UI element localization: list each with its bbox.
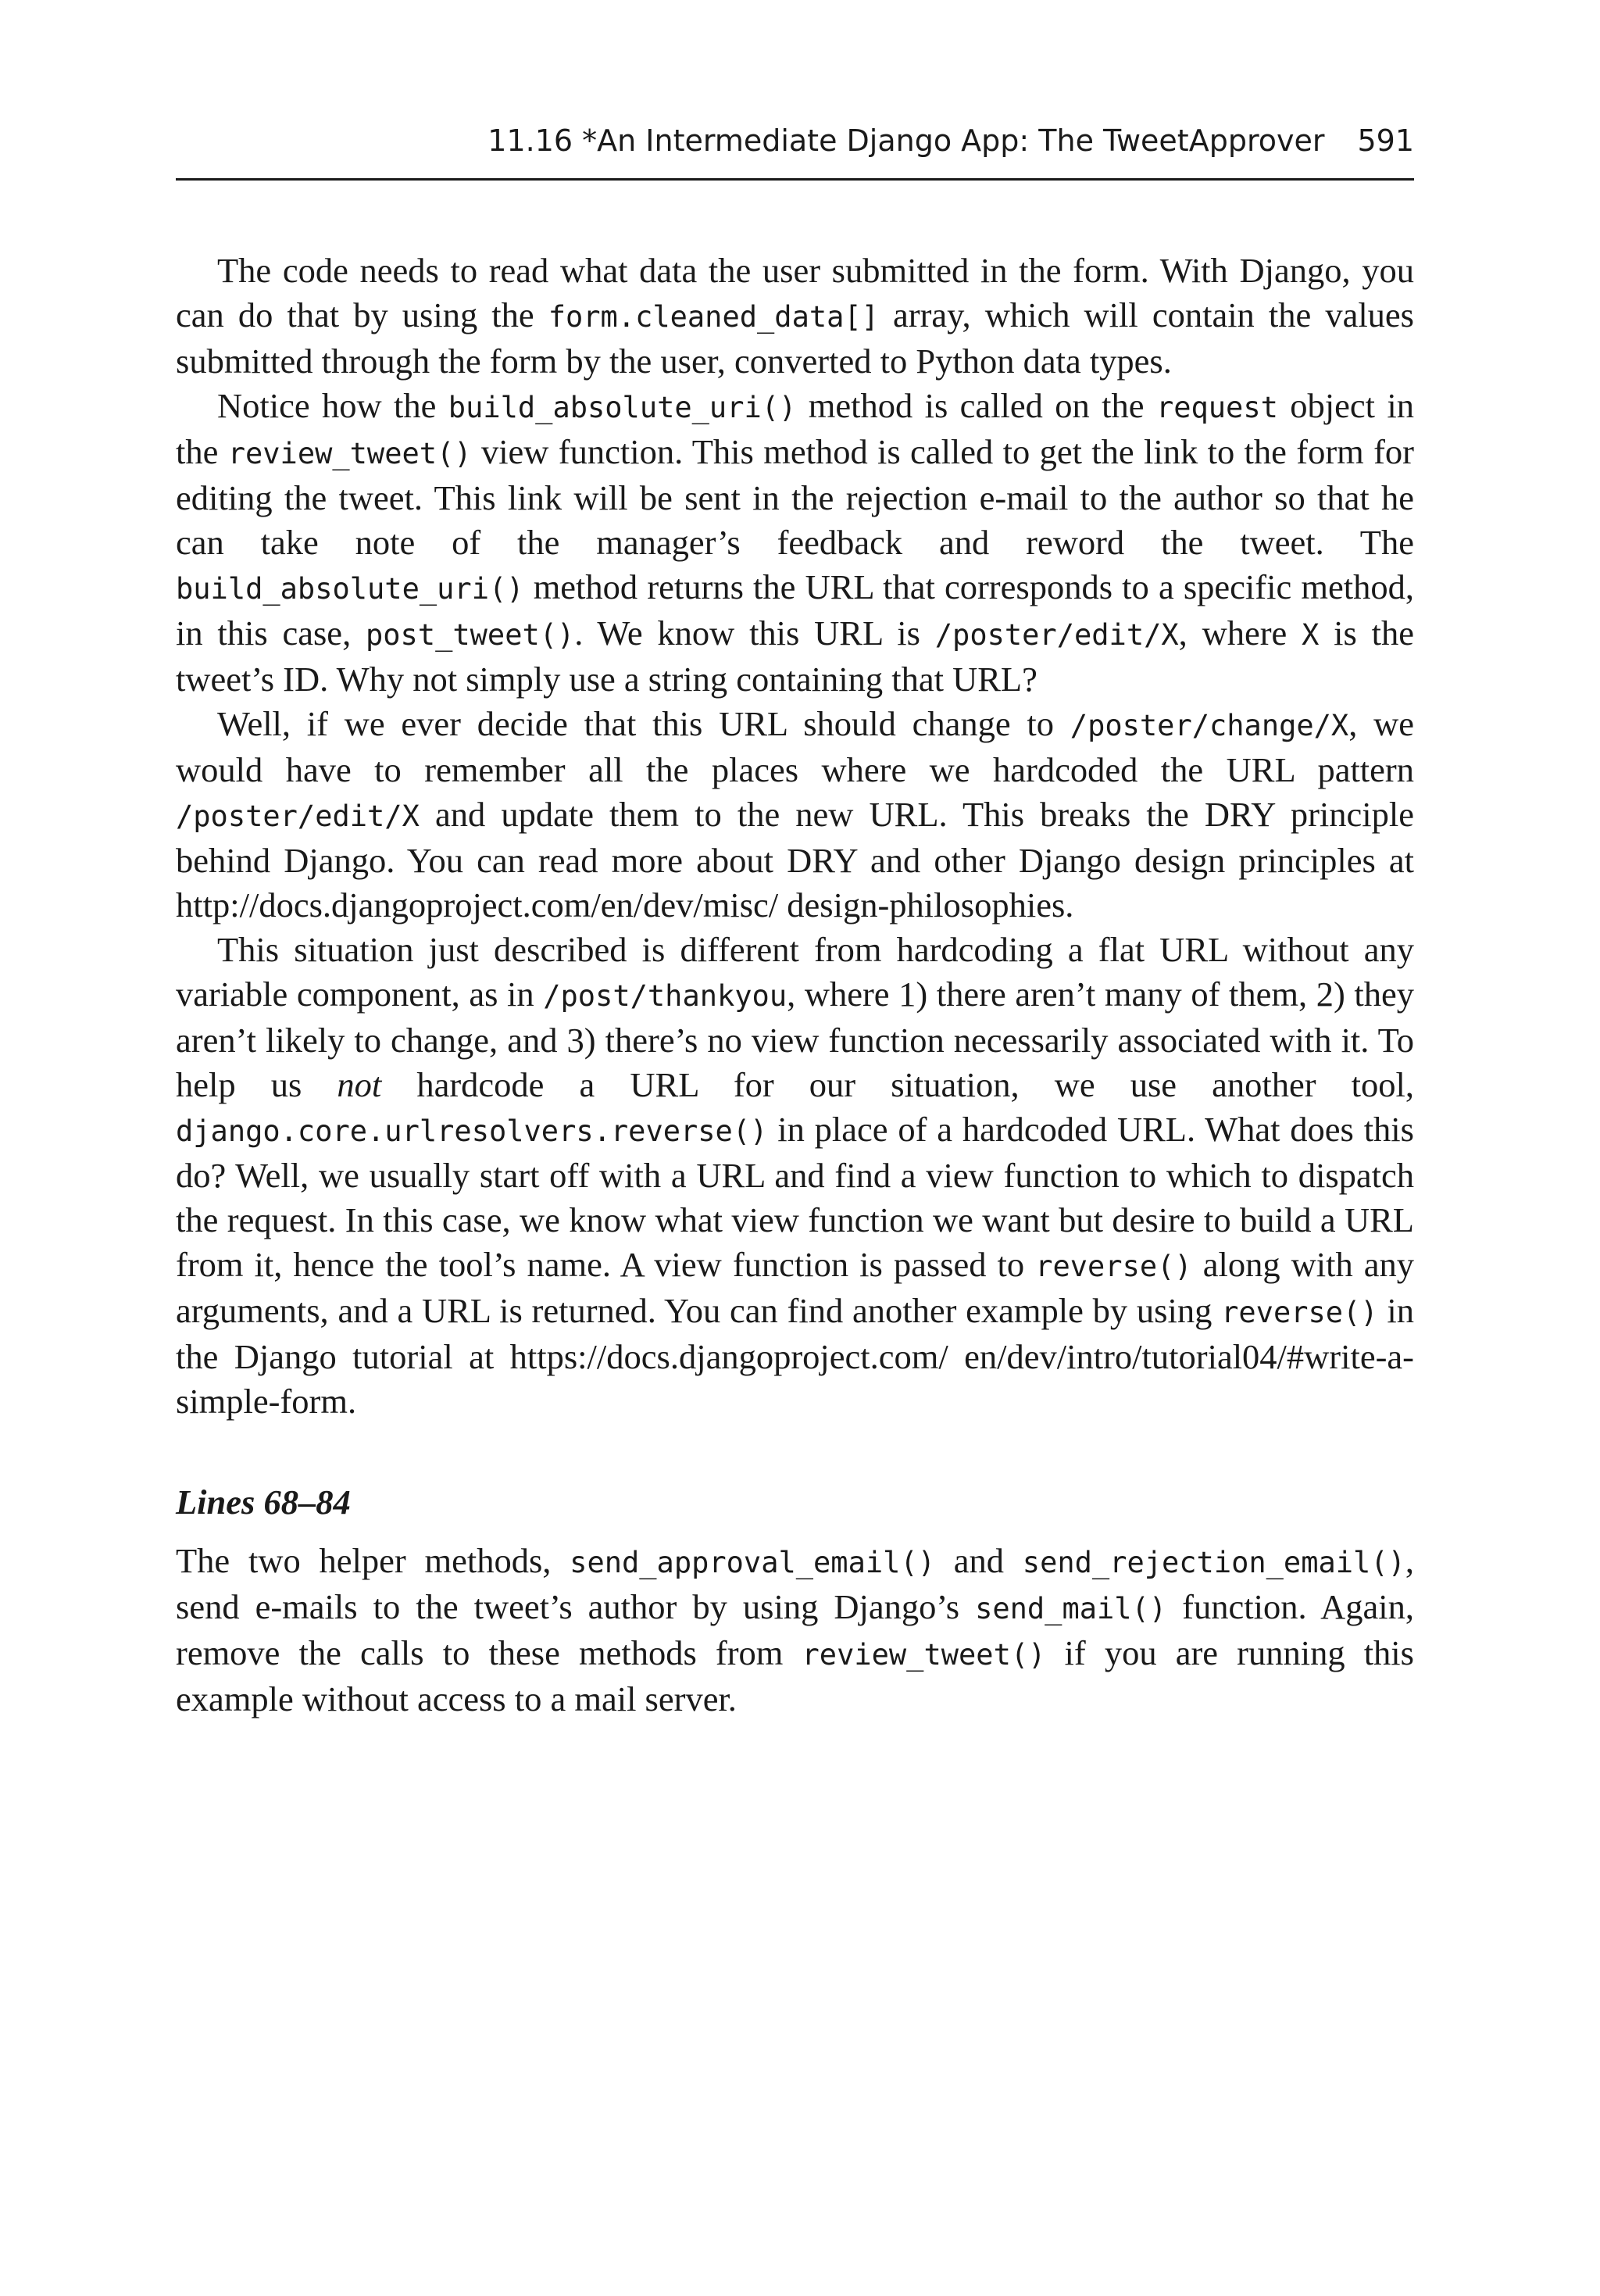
code-inline: send_approval_email() bbox=[570, 1546, 935, 1579]
text-run: view function. This method is called to get the link to the form for editing the tweet. This link will be sent in the rejection e-mail to the author so that he can take note of the manager’s feedback and reword the tweet. The bbox=[176, 432, 1414, 562]
page-number: 591 bbox=[1357, 123, 1414, 158]
paragraph-1 bbox=[176, 249, 1414, 384]
text-run: , where 1) there aren’t many of them, 2) they aren’t likely to change, and 3) there’s no view function necessarily associated with it. To help us bbox=[176, 975, 1414, 1104]
code-inline: /poster/change/X bbox=[1070, 709, 1349, 742]
text-run: . We know this URL is bbox=[574, 613, 935, 653]
text-run: array, which will contain the values submitted through the form by the user, converted to Python data types. bbox=[176, 295, 1414, 381]
text-run: and bbox=[934, 1541, 1023, 1580]
text-run: along with any arguments, and a URL is returned. You can find another example by using bbox=[176, 1245, 1415, 1330]
code-inline: request bbox=[1155, 391, 1278, 424]
code-inline: post_tweet() bbox=[365, 618, 575, 652]
paragraph-2 bbox=[176, 384, 1414, 702]
paragraph-4 bbox=[176, 928, 1414, 1424]
text-run: hardcode a URL for our situation, we use another tool, bbox=[381, 1065, 1414, 1104]
text-run: Notice how the bbox=[217, 386, 448, 425]
code-inline: review_tweet() bbox=[227, 437, 472, 470]
code-inline: build_absolute_uri() bbox=[448, 391, 797, 424]
text-run: , we would have to remember all the places where we hardcoded the URL pattern bbox=[176, 704, 1414, 789]
text-run: in place of a hardcoded URL. What does this do? Well, we usually start off with a URL and find a view function to which to dispatch the request. In this case, we know what view function we want but desire to build a URL from it, hence the tool’s name. A view function is passed to bbox=[176, 1110, 1414, 1284]
code-inline: form.cleaned_data[] bbox=[548, 300, 879, 334]
running-head-title: 11.16 *An Intermediate Django App: The TweetApprover bbox=[488, 123, 1325, 158]
running-head bbox=[176, 123, 1414, 181]
code-inline: reverse() bbox=[1035, 1250, 1192, 1283]
text-run: is the tweet’s ID. Why not simply use a string containing that URL? bbox=[176, 613, 1414, 699]
text-run: , send e-mails to the tweet’s author by using Django’s bbox=[176, 1541, 1414, 1626]
text-run: , where bbox=[1178, 613, 1302, 653]
paragraph-3 bbox=[176, 702, 1414, 928]
code-inline: send_rejection_email() bbox=[1022, 1546, 1405, 1579]
emphasis: not bbox=[337, 1065, 382, 1104]
text-run: method is called on the bbox=[796, 386, 1156, 425]
code-inline: review_tweet() bbox=[802, 1638, 1046, 1672]
text-run: This situation just described is different from hardcoding a flat URL without any variable component, as in bbox=[176, 930, 1414, 1014]
paragraph-5 bbox=[176, 1539, 1414, 1722]
code-inline: build_absolute_uri() bbox=[176, 572, 524, 606]
text-run: and update them to the new URL. This breaks the DRY principle behind Django. You can read more about DRY and other Django design principles at http://docs.djangoproject.com/en/dev/misc/ design-philosophies. bbox=[176, 795, 1414, 924]
text-run: if you are running this example without access to a mail server. bbox=[176, 1633, 1414, 1718]
body-text bbox=[176, 249, 1414, 1722]
text-run: in the Django tutorial at https://docs.djangoproject.com/ en/dev/intro/tutorial04/#write-a-simple-form. bbox=[176, 1291, 1414, 1421]
text-run: The code needs to read what data the user submitted in the form. With Django, you can do that by using the bbox=[176, 251, 1414, 334]
code-inline: /poster/edit/X bbox=[176, 799, 420, 833]
section-heading: Lines 68–84 bbox=[176, 1482, 351, 1522]
code-inline: reverse() bbox=[1221, 1296, 1378, 1329]
code-inline: /post/thankyou bbox=[543, 979, 788, 1013]
text-run: function. Again, remove the calls to these methods from bbox=[176, 1587, 1415, 1672]
text-run: Well, if we ever decide that this URL should change to bbox=[217, 704, 1070, 743]
code-inline: /poster/edit/X bbox=[934, 618, 1179, 652]
code-inline: X bbox=[1302, 618, 1320, 652]
code-inline: django.core.urlresolvers.reverse() bbox=[176, 1114, 768, 1148]
code-inline: send_mail() bbox=[975, 1592, 1167, 1625]
text-run: method returns the URL that corresponds to a specific method, in this case, bbox=[176, 567, 1414, 653]
text-run: object in the bbox=[176, 386, 1414, 471]
text-run: The two helper methods, bbox=[176, 1541, 570, 1580]
